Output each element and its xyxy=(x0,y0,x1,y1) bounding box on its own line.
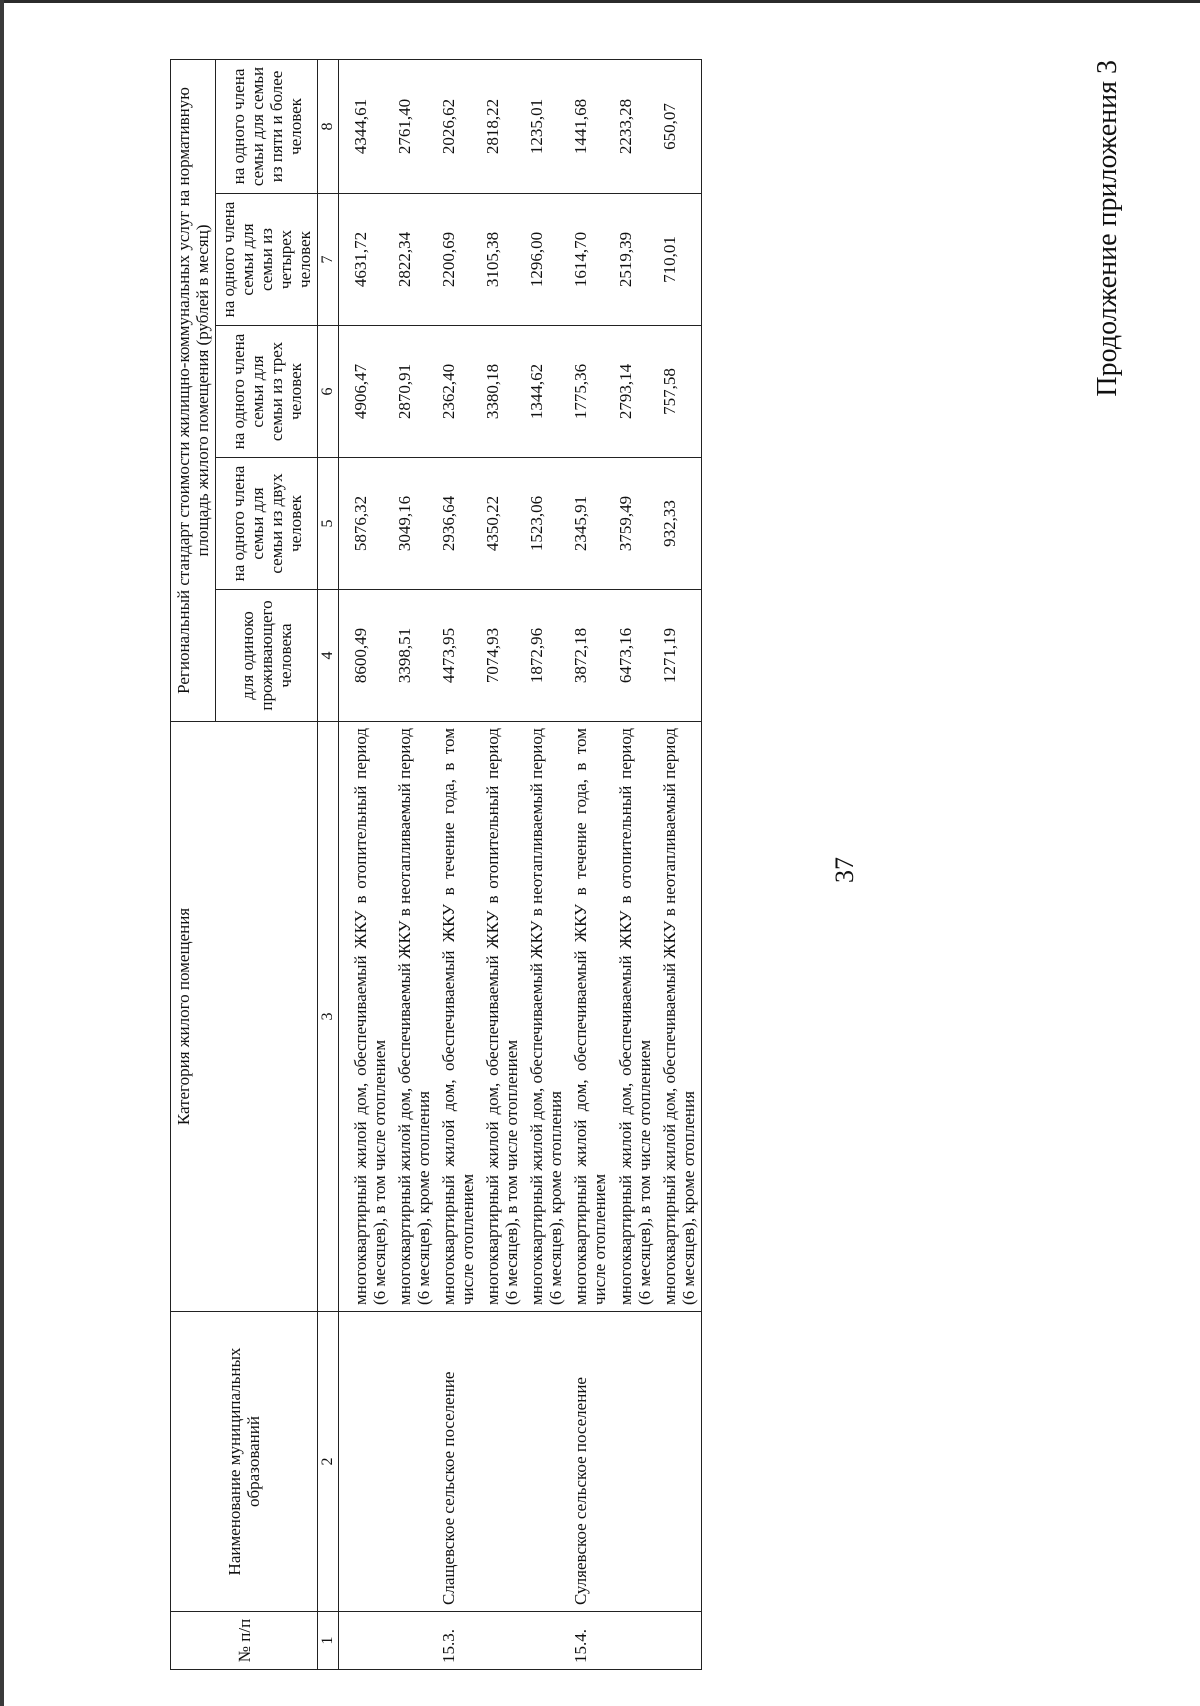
value-two: 4350,22 xyxy=(480,458,524,590)
value-four: 710,01 xyxy=(657,194,702,326)
header-sub-three: на одного члена семьи для семьи из трех человек xyxy=(216,326,318,458)
value-five: 650,07 xyxy=(657,59,702,193)
value-five: 1235,01 xyxy=(524,59,568,193)
housing-category: многоквартирный жилой дом, обеспечиваемый ЖКУ в течение года, в том числе отоплением xyxy=(436,722,480,1312)
housing-category: многоквартирный жилой дом, обеспечиваемый ЖКУ в неотапливаемый период (6 месяцев), кроме отопления xyxy=(392,722,436,1312)
row-number xyxy=(392,1612,436,1670)
header-num: № п/п xyxy=(171,1612,318,1670)
table-row xyxy=(436,59,480,1669)
value-five: 1441,68 xyxy=(568,59,612,193)
housing-standard-table xyxy=(170,59,702,1670)
table-row xyxy=(480,59,524,1669)
header-sub-single: для одиноко проживающего человека xyxy=(216,590,318,722)
row-number xyxy=(524,1612,568,1670)
value-single: 3398,51 xyxy=(392,590,436,722)
header-name: Наименование муниципальных образований xyxy=(171,1312,318,1612)
housing-category: многоквартирный жилой дом, обеспечиваемый ЖКУ в неотапливаемый период (6 месяцев), кроме отопления xyxy=(524,722,568,1312)
value-three: 3380,18 xyxy=(480,326,524,458)
row-number: 15.3. xyxy=(436,1612,480,1670)
municipality-name: Суляевское сельское поселение xyxy=(568,1312,612,1612)
value-four: 2200,69 xyxy=(436,194,480,326)
value-two: 5876,32 xyxy=(339,458,393,590)
value-single: 8600,49 xyxy=(339,590,393,722)
municipality-name: Слащевское сельское поселение xyxy=(436,1312,480,1612)
table-row xyxy=(392,59,436,1669)
header-category: Категория жилого помещения xyxy=(171,722,318,1312)
value-three: 2793,14 xyxy=(613,326,657,458)
value-single: 1872,96 xyxy=(524,590,568,722)
row-number xyxy=(480,1612,524,1670)
table-row xyxy=(568,59,612,1669)
table-row xyxy=(613,59,657,1669)
value-five: 2026,62 xyxy=(436,59,480,193)
housing-category: многоквартирный жилой дом, обеспечиваемый ЖКУ в отопительный период (6 месяцев), в том числе отоплением xyxy=(339,722,393,1312)
value-single: 4473,95 xyxy=(436,590,480,722)
value-two: 2936,64 xyxy=(436,458,480,590)
table-row xyxy=(524,59,568,1669)
housing-category: многоквартирный жилой дом, обеспечиваемый ЖКУ в отопительный период (6 месяцев), в том числе отоплением xyxy=(613,722,657,1312)
municipality-name xyxy=(392,1312,436,1612)
value-three: 2362,40 xyxy=(436,326,480,458)
row-number xyxy=(613,1612,657,1670)
header-sub-five: на одного члена семьи для семьи из пяти и более человек xyxy=(216,59,318,193)
table-row xyxy=(339,59,393,1669)
value-three: 1775,36 xyxy=(568,326,612,458)
page-number: 37 xyxy=(830,857,859,883)
appendix-continuation-note: Продолжение приложения 3 xyxy=(1092,60,1123,397)
municipality-name xyxy=(524,1312,568,1612)
value-four: 3105,38 xyxy=(480,194,524,326)
municipality-name xyxy=(613,1312,657,1612)
table-row xyxy=(657,59,702,1669)
value-two: 3759,49 xyxy=(613,458,657,590)
value-three: 2870,91 xyxy=(392,326,436,458)
value-two: 932,33 xyxy=(657,458,702,590)
column-number: 1 xyxy=(318,1612,339,1670)
value-three: 4906,47 xyxy=(339,326,393,458)
housing-category: многоквартирный жилой дом, обеспечиваемый ЖКУ в неотапливаемый период (6 месяцев), кроме отопления xyxy=(657,722,702,1312)
value-three: 1344,62 xyxy=(524,326,568,458)
municipality-name xyxy=(480,1312,524,1612)
row-number xyxy=(657,1612,702,1670)
housing-category: многоквартирный жилой дом, обеспечиваемый ЖКУ в отопительный период (6 месяцев), в том числе отоплением xyxy=(480,722,524,1312)
value-four: 2822,34 xyxy=(392,194,436,326)
value-four: 4631,72 xyxy=(339,194,393,326)
municipality-name xyxy=(339,1312,393,1612)
value-two: 3049,16 xyxy=(392,458,436,590)
value-two: 2345,91 xyxy=(568,458,612,590)
column-number: 7 xyxy=(318,194,339,326)
value-single: 1271,19 xyxy=(657,590,702,722)
value-five: 2233,28 xyxy=(613,59,657,193)
value-five: 2761,40 xyxy=(392,59,436,193)
column-number: 2 xyxy=(318,1312,339,1612)
municipality-name xyxy=(657,1312,702,1612)
value-single: 6473,16 xyxy=(613,590,657,722)
header-group: Региональный стандарт стоимости жилищно-коммунальных услуг на нормативную площадь жилого помещения (рублей в месяц) xyxy=(171,59,216,721)
housing-category: многоквартирный жилой дом, обеспечиваемый ЖКУ в течение года, в том числе отоплением xyxy=(568,722,612,1312)
value-single: 7074,93 xyxy=(480,590,524,722)
row-number xyxy=(339,1612,393,1670)
column-number: 8 xyxy=(318,59,339,193)
value-five: 2818,22 xyxy=(480,59,524,193)
value-five: 4344,61 xyxy=(339,59,393,193)
value-three: 757,58 xyxy=(657,326,702,458)
column-number: 5 xyxy=(318,458,339,590)
value-single: 3872,18 xyxy=(568,590,612,722)
column-number: 3 xyxy=(318,722,339,1312)
value-four: 1296,00 xyxy=(524,194,568,326)
column-number: 6 xyxy=(318,326,339,458)
value-four: 1614,70 xyxy=(568,194,612,326)
header-sub-four: на одного члена семьи для семьи из четырех человек xyxy=(216,194,318,326)
table-wrapper xyxy=(170,60,1020,1670)
header-sub-two: на одного члена семьи для семьи из двух человек xyxy=(216,458,318,590)
row-number: 15.4. xyxy=(568,1612,612,1670)
column-number: 4 xyxy=(318,590,339,722)
value-two: 1523,06 xyxy=(524,458,568,590)
value-four: 2519,39 xyxy=(613,194,657,326)
